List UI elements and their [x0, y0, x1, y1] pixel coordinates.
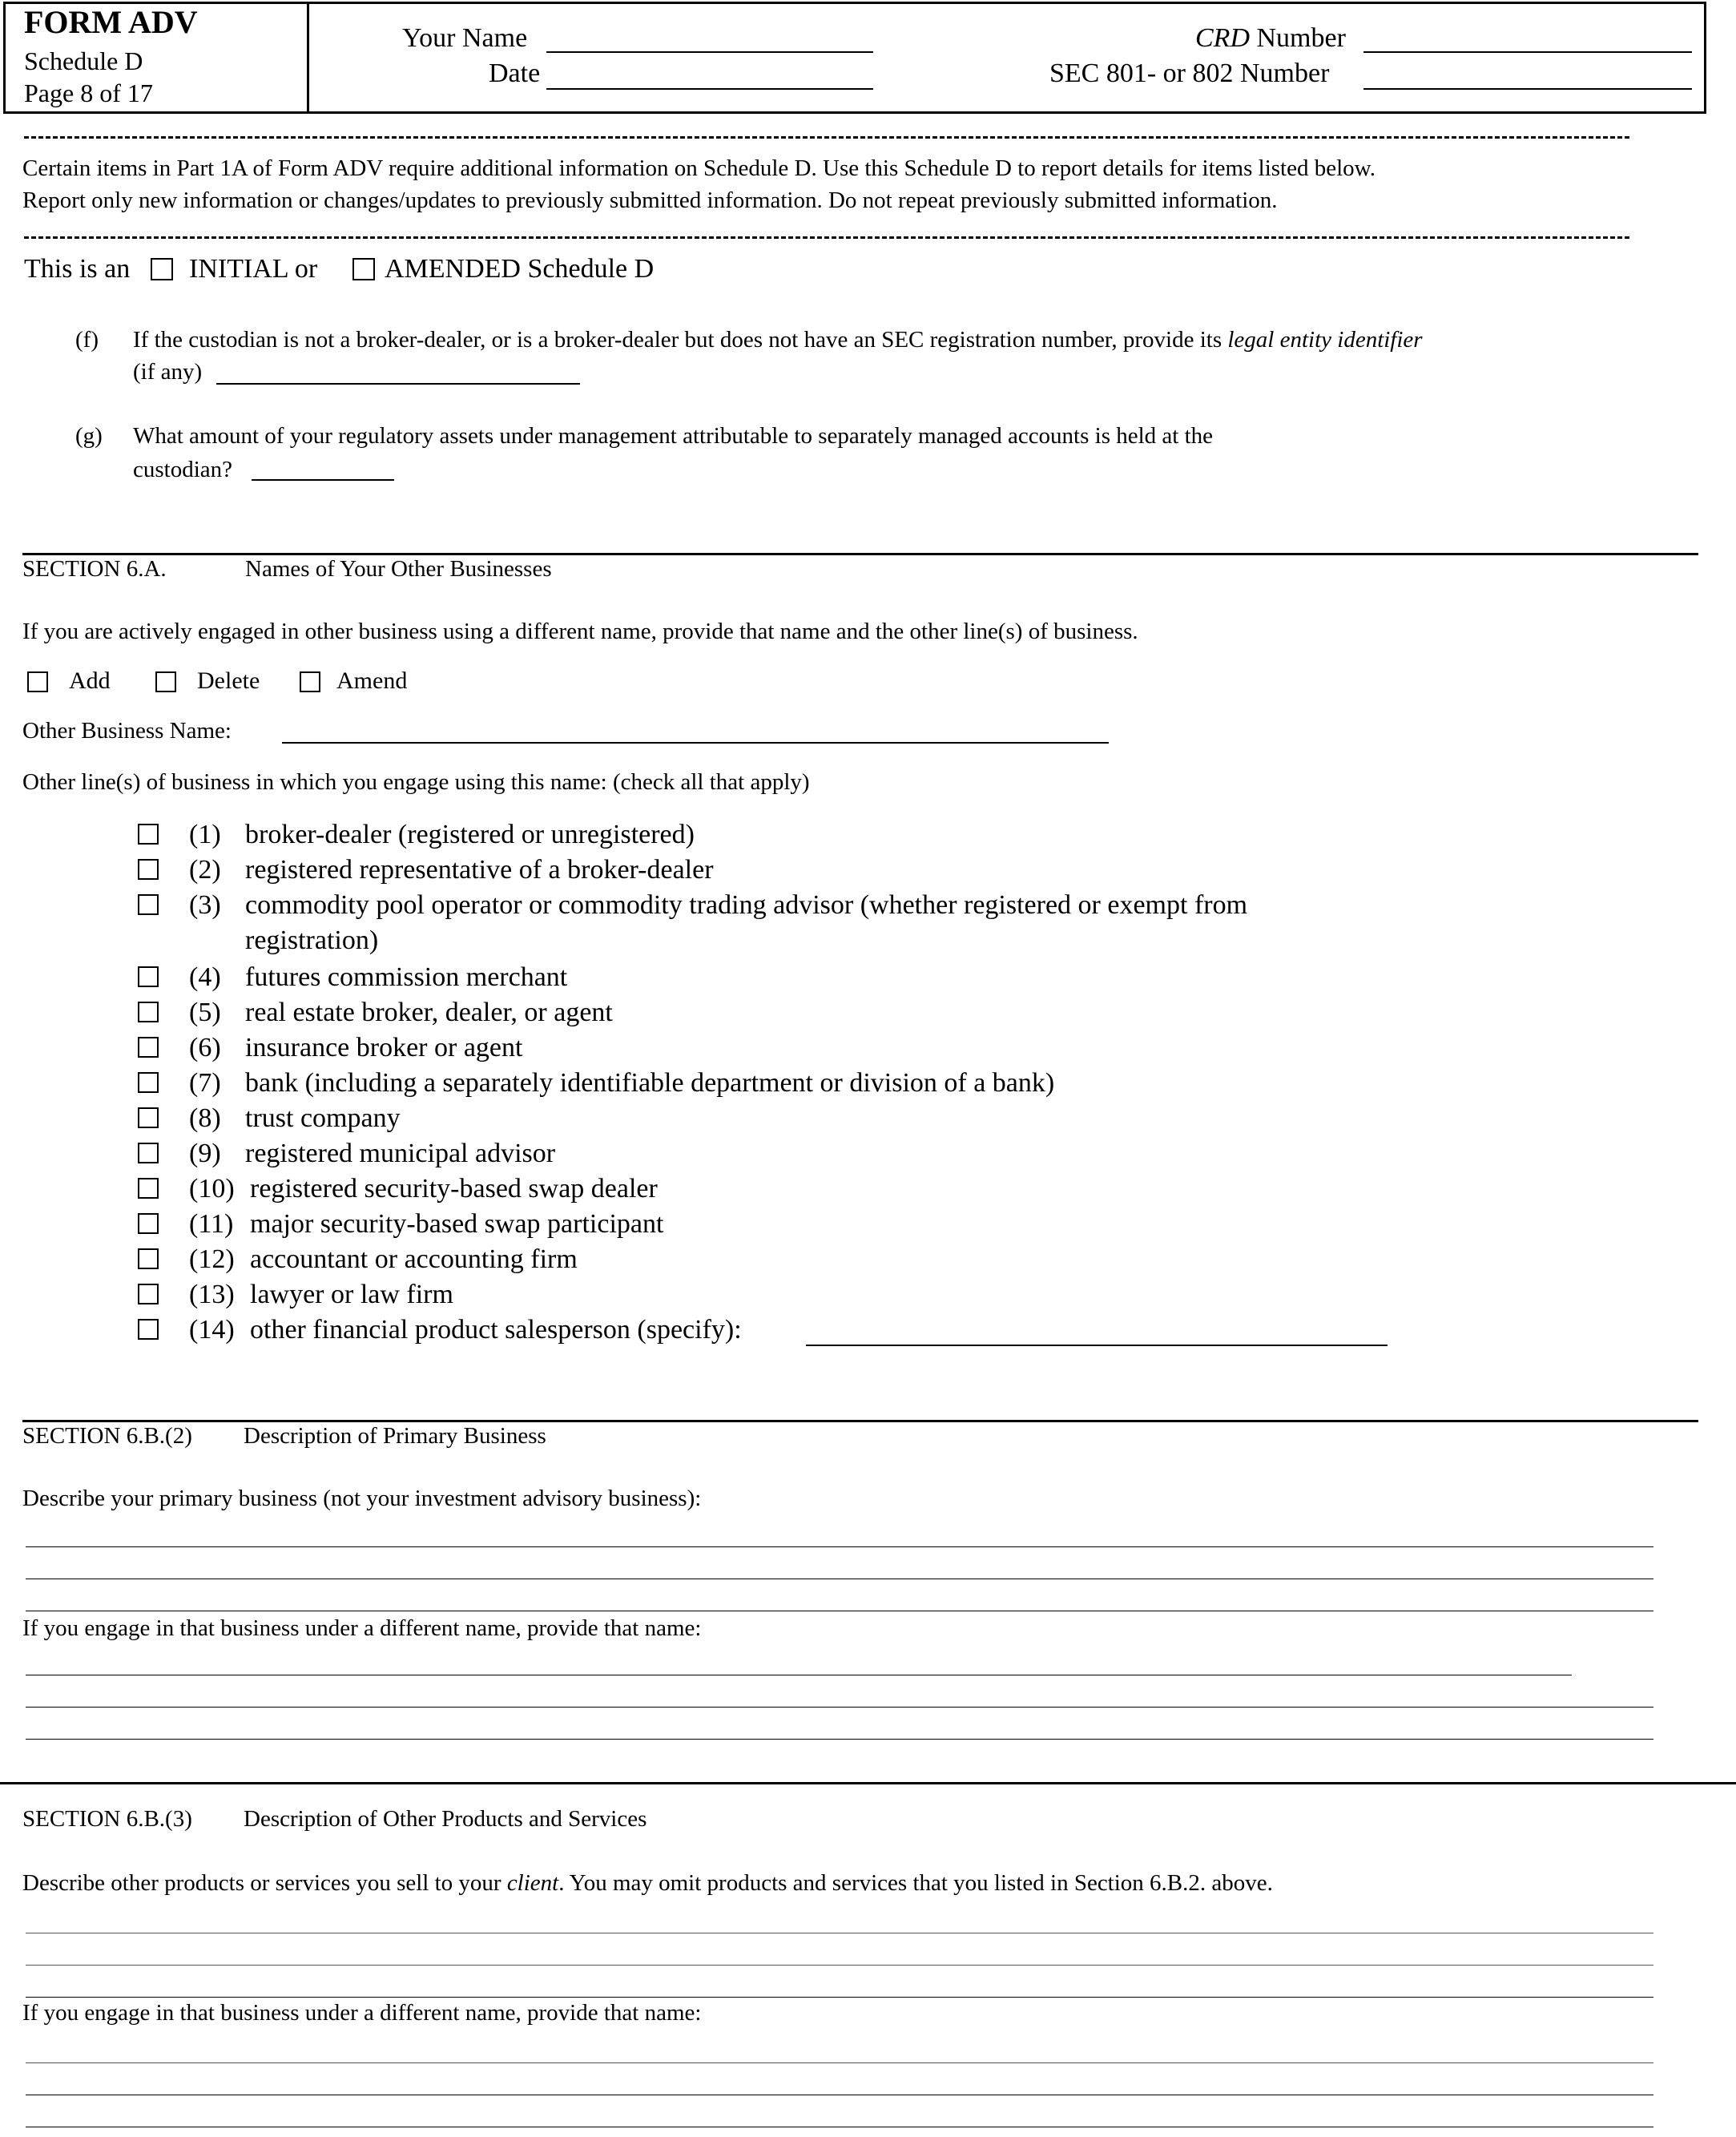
- section-6b3-title: Description of Other Products and Services: [244, 1806, 647, 1832]
- option-12-text: accountant or accounting firm: [250, 1244, 578, 1274]
- amend-label: Amend: [336, 667, 408, 694]
- form-title: FORM ADV: [24, 4, 198, 40]
- option-3-text: commodity pool operator or commodity trading advisor (whether registered or exempt from: [245, 890, 1248, 920]
- option-13-number: (13): [189, 1280, 235, 1309]
- form-header: [3, 2, 1706, 114]
- option-10-number: (10): [189, 1174, 235, 1204]
- option-6-number: (6): [189, 1033, 221, 1062]
- option-4-number: (4): [189, 962, 221, 992]
- lines-of-business-label: Other line(s) of business in which you engage using this name: (check all that apply): [22, 769, 810, 795]
- legal-entity-identifier-field[interactable]: [216, 383, 580, 385]
- option-3-text-cont: registration): [245, 925, 379, 955]
- custodian-amount-field[interactable]: [252, 479, 394, 481]
- option-14-checkbox[interactable]: [138, 1319, 159, 1340]
- option-8-number: (8): [189, 1103, 221, 1133]
- option-2-checkbox[interactable]: [138, 859, 159, 880]
- other-business-name-label: Other Business Name:: [22, 718, 232, 744]
- schedule-label: Schedule D: [24, 46, 143, 75]
- item-f-if-any: (if any): [133, 359, 203, 385]
- option-1-number: (1): [189, 820, 221, 849]
- option-1-text: broker-dealer (registered or unregistered): [245, 820, 695, 849]
- option-14-text: other financial product salesperson (specify):: [250, 1315, 742, 1345]
- section-6b3-different-name: If you engage in that business under a different name, provide that name:: [22, 2000, 702, 2026]
- option-9-checkbox[interactable]: [138, 1143, 159, 1163]
- item-f-letter: (f): [75, 327, 99, 353]
- option-5-checkbox[interactable]: [138, 1002, 159, 1022]
- initial-label: INITIAL or: [189, 254, 318, 284]
- option-7-checkbox[interactable]: [138, 1072, 159, 1093]
- initial-checkbox[interactable]: [151, 258, 173, 280]
- option-9-number: (9): [189, 1139, 221, 1168]
- delete-label: Delete: [197, 667, 260, 694]
- sec-number-field[interactable]: [1363, 88, 1692, 90]
- crd-number-field[interactable]: [1363, 51, 1692, 53]
- section-divider: [0, 1782, 1736, 1784]
- page-number: Page 8 of 17: [24, 79, 153, 107]
- schedule-type-prefix: This is an: [24, 254, 131, 284]
- option-12-number: (12): [189, 1244, 235, 1274]
- intro-line-1: Certain items in Part 1A of Form ADV require additional information on Schedule D. Use this Schedule D to report details for items listed below.: [22, 155, 1376, 181]
- other-name-line-1[interactable]: [26, 2062, 1653, 2063]
- section-6b3-number: SECTION 6.B.(3): [22, 1806, 192, 1832]
- dashed-divider: [24, 236, 1629, 239]
- option-13-checkbox[interactable]: [138, 1284, 159, 1304]
- other-business-name-field[interactable]: [282, 742, 1109, 744]
- sec-number-label: SEC 801- or 802 Number: [1049, 58, 1330, 88]
- other-products-line-2[interactable]: [26, 1965, 1653, 1966]
- amended-checkbox[interactable]: [352, 258, 375, 280]
- section-6a-title: Names of Your Other Businesses: [245, 556, 552, 582]
- section-6b2-number: SECTION 6.B.(2): [22, 1423, 192, 1449]
- section-6a-instruction: If you are actively engaged in other business using a different name, provide that name and the other line(s) of business.: [22, 619, 1138, 644]
- your-name-field[interactable]: [546, 51, 873, 53]
- add-label: Add: [69, 667, 111, 694]
- item-f-text: If the custodian is not a broker-dealer, or is a broker-dealer but does not have an SEC registration number, provide its legal entity identifier: [133, 327, 1423, 353]
- option-11-checkbox[interactable]: [138, 1213, 159, 1234]
- section-6b2-title: Description of Primary Business: [244, 1423, 546, 1449]
- option-2-number: (2): [189, 855, 221, 885]
- other-products-line-3[interactable]: [26, 1997, 1653, 1998]
- different-name-line-2[interactable]: [26, 1707, 1653, 1708]
- dashed-divider: [24, 136, 1629, 139]
- option-10-checkbox[interactable]: [138, 1178, 159, 1199]
- delete-checkbox[interactable]: [155, 671, 176, 692]
- add-checkbox[interactable]: [27, 671, 48, 692]
- option-2-text: registered representative of a broker-dealer: [245, 855, 714, 885]
- option-7-text: bank (including a separately identifiable department or division of a bank): [245, 1068, 1055, 1098]
- item-g-letter: (g): [75, 423, 103, 449]
- option-8-checkbox[interactable]: [138, 1107, 159, 1128]
- option-3-number: (3): [189, 890, 221, 920]
- option-7-number: (7): [189, 1068, 221, 1098]
- option-11-number: (11): [189, 1209, 234, 1239]
- option-4-checkbox[interactable]: [138, 966, 159, 987]
- your-name-label: Your Name: [402, 23, 528, 53]
- option-4-text: futures commission merchant: [245, 962, 568, 992]
- item-g-text: What amount of your regulatory assets under management attributable to separately managed accounts is held at the: [133, 423, 1214, 449]
- option-9-text: registered municipal advisor: [245, 1139, 556, 1168]
- section-6b2-prompt: Describe your primary business (not your investment advisory business):: [22, 1486, 702, 1511]
- header-divider: [307, 4, 309, 111]
- crd-number-label: CRD Number: [1195, 23, 1346, 53]
- amended-label: AMENDED Schedule D: [385, 254, 655, 284]
- specify-field[interactable]: [806, 1345, 1388, 1346]
- option-3-checkbox[interactable]: [138, 894, 159, 915]
- option-1-checkbox[interactable]: [138, 824, 159, 845]
- amend-checkbox[interactable]: [300, 671, 320, 692]
- section-6b3-prompt: Describe other products or services you sell to your client. You may omit products and services that you listed in Section 6.B.2. above.: [22, 1870, 1273, 1896]
- option-14-number: (14): [189, 1315, 235, 1345]
- option-13-text: lawyer or law firm: [250, 1280, 453, 1309]
- primary-business-line-1[interactable]: [26, 1546, 1653, 1547]
- option-11-text: major security-based swap participant: [250, 1209, 664, 1239]
- option-6-checkbox[interactable]: [138, 1037, 159, 1058]
- option-10-text: registered security-based swap dealer: [250, 1174, 658, 1204]
- option-12-checkbox[interactable]: [138, 1248, 159, 1269]
- different-name-line-3[interactable]: [26, 1739, 1653, 1740]
- date-label: Date: [489, 58, 541, 88]
- date-field[interactable]: [546, 88, 873, 90]
- option-5-number: (5): [189, 998, 221, 1027]
- option-8-text: trust company: [245, 1103, 401, 1133]
- option-6-text: insurance broker or agent: [245, 1033, 523, 1062]
- section-6a-number: SECTION 6.A.: [22, 556, 167, 582]
- option-5-text: real estate broker, dealer, or agent: [245, 998, 613, 1027]
- item-g-custodian: custodian?: [133, 457, 233, 482]
- intro-line-2: Report only new information or changes/updates to previously submitted information. Do not repeat previously submitted information.: [22, 187, 1278, 213]
- section-6b2-different-name: If you engage in that business under a different name, provide that name:: [22, 1615, 702, 1641]
